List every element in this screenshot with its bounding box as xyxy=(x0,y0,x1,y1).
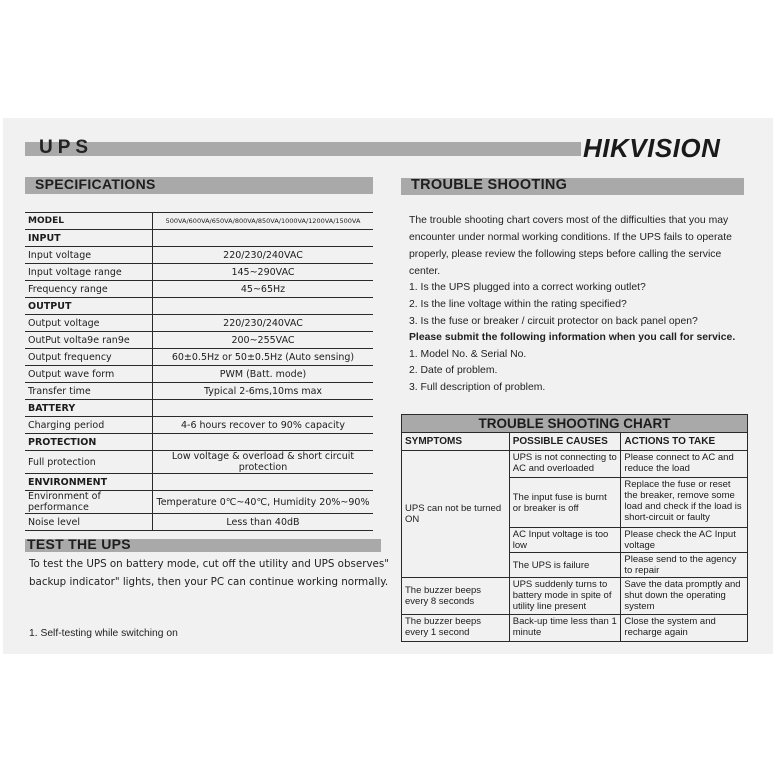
chart-action: Close the system and recharge again xyxy=(621,615,748,642)
spec-label: MODEL xyxy=(25,213,153,230)
spec-row xyxy=(25,514,373,531)
spec-section-row xyxy=(25,230,373,247)
troubleshooting-info: 3. Full description of problem. xyxy=(409,382,546,393)
chart-action: Please connect to AC and reduce the load xyxy=(621,451,748,478)
chart-symptom: The buzzer beeps every 1 second xyxy=(402,615,510,642)
chart-row xyxy=(402,615,748,642)
manual-page xyxy=(3,118,773,654)
spec-value xyxy=(153,474,374,491)
chart-cause: Back-up time less than 1 minute xyxy=(509,615,621,642)
chart-cause: AC Input voltage is too low xyxy=(509,528,621,553)
chart-header-causes: POSSIBLE CAUSES xyxy=(509,433,621,451)
spec-value xyxy=(153,434,374,451)
spec-row xyxy=(25,332,373,349)
chart-header-symptoms: SYMPTOMS xyxy=(402,433,510,451)
spec-label: OutPut volta9e ran9e xyxy=(25,332,153,349)
spec-value: 220/230/240VAC xyxy=(153,315,374,332)
spec-section-row xyxy=(25,298,373,315)
chart-cause: The input fuse is burnt or breaker is off xyxy=(509,478,621,528)
spec-label: INPUT xyxy=(25,230,153,247)
spec-value xyxy=(153,400,374,417)
troubleshooting-intro-line: encounter under normal working conditions. If the UPS fails to operate xyxy=(409,232,732,243)
spec-section-row xyxy=(25,474,373,491)
chart-row xyxy=(402,578,748,615)
test-paragraph-line: To test the UPS on battery mode, cut off the utility and UPS observes" xyxy=(29,558,389,570)
spec-section-row xyxy=(25,434,373,451)
spec-row xyxy=(25,491,373,514)
spec-row xyxy=(25,349,373,366)
spec-value: 60±0.5Hz or 50±0.5Hz (Auto sensing) xyxy=(153,349,374,366)
spec-label: BATTERY xyxy=(25,400,153,417)
chart-title: TROUBLE SHOOTING CHART xyxy=(402,415,748,433)
test-step: 1. Self-testing while switching on xyxy=(29,628,178,639)
spec-label: PROTECTION xyxy=(25,434,153,451)
troubleshooting-intro-line: The trouble shooting chart covers most of the difficulties that you may xyxy=(409,215,729,226)
chart-action: Please check the AC Input voltage xyxy=(621,528,748,553)
chart-action: Please send to the agency to repair xyxy=(621,553,748,578)
spec-row xyxy=(25,247,373,264)
chart-cause: UPS suddenly turns to battery mode in spite of utility line present xyxy=(509,578,621,615)
spec-value: Low voltage & overload & short circuit protection xyxy=(153,451,374,474)
chart-cause: UPS is not connecting to AC and overloaded xyxy=(509,451,621,478)
spec-value: 4-6 hours recover to 90% capacity xyxy=(153,417,374,434)
chart-row xyxy=(402,451,748,478)
troubleshooting-title: TROUBLE SHOOTING xyxy=(411,177,568,193)
troubleshooting-check: 1. Is the UPS plugged into a correct working outlet? xyxy=(409,282,646,293)
spec-value: PWM (Batt. mode) xyxy=(153,366,374,383)
spec-value: 220/230/240VAC xyxy=(153,247,374,264)
specifications-title: SPECIFICATIONS xyxy=(35,176,156,192)
chart-symptom: The buzzer beeps every 8 seconds xyxy=(402,578,510,615)
troubleshooting-check: 3. Is the fuse or breaker / circuit protector on back panel open? xyxy=(409,316,698,327)
spec-label: Input voltage xyxy=(25,247,153,264)
spec-label: Charging period xyxy=(25,417,153,434)
spec-value: 145~290VAC xyxy=(153,264,374,281)
spec-value: 500VA/600VA/650VA/800VA/850VA/1000VA/1200VA/1500VA xyxy=(153,213,374,230)
spec-row xyxy=(25,366,373,383)
troubleshooting-submit-note: Please submit the following information when you call for service. xyxy=(409,332,736,343)
spec-row xyxy=(25,281,373,298)
spec-label: Output wave form xyxy=(25,366,153,383)
test-title: TEST THE UPS xyxy=(27,536,131,552)
spec-label: Transfer time xyxy=(25,383,153,400)
ups-heading: UPS xyxy=(39,137,94,158)
spec-value: 200~255VAC xyxy=(153,332,374,349)
spec-label: Environment of performance xyxy=(25,491,153,514)
spec-value: 45~65Hz xyxy=(153,281,374,298)
spec-label: Frequency range xyxy=(25,281,153,298)
spec-label: OUTPUT xyxy=(25,298,153,315)
specifications-table xyxy=(25,212,373,531)
spec-label: Output voltage xyxy=(25,315,153,332)
spec-value: Less than 40dB xyxy=(153,514,374,531)
spec-row xyxy=(25,383,373,400)
troubleshooting-info: 1. Model No. & Serial No. xyxy=(409,349,527,360)
chart-cause: The UPS is failure xyxy=(509,553,621,578)
troubleshooting-info: 2. Date of problem. xyxy=(409,365,498,376)
chart-action: Replace the fuse or reset the breaker, remove some load and check if the load is short-circuit or faulty xyxy=(621,478,748,528)
spec-value: Typical 2-6ms,10ms max xyxy=(153,383,374,400)
spec-label: Noise level xyxy=(25,514,153,531)
chart-action: Save the data promptly and shut down the operating system xyxy=(621,578,748,615)
spec-value xyxy=(153,230,374,247)
spec-label: Input voltage range xyxy=(25,264,153,281)
troubleshooting-intro-line: properly, please review the following steps before calling the service xyxy=(409,249,722,260)
header-bar xyxy=(25,142,581,156)
spec-row xyxy=(25,451,373,474)
spec-label: ENVIRONMENT xyxy=(25,474,153,491)
troubleshooting-intro-line: center. xyxy=(409,266,441,277)
spec-label: Full protection xyxy=(25,451,153,474)
chart-symptom: UPS can not be turned ON xyxy=(402,451,510,578)
spec-row-model xyxy=(25,213,373,230)
spec-section-row xyxy=(25,400,373,417)
chart-header-row xyxy=(402,433,748,451)
brand-logo: HIKVISION xyxy=(583,133,721,163)
spec-value: Temperature 0℃~40℃, Humidity 20%~90% xyxy=(153,491,374,514)
spec-value xyxy=(153,298,374,315)
spec-label: Output frequency xyxy=(25,349,153,366)
spec-row xyxy=(25,417,373,434)
troubleshooting-check: 2. Is the line voltage within the rating specified? xyxy=(409,299,627,310)
spec-row xyxy=(25,315,373,332)
troubleshooting-chart xyxy=(401,414,748,642)
test-paragraph-line: backup indicator" lights, then your PC can continue working normally. xyxy=(29,576,389,588)
chart-header-actions: ACTIONS TO TAKE xyxy=(621,433,748,451)
spec-row xyxy=(25,264,373,281)
